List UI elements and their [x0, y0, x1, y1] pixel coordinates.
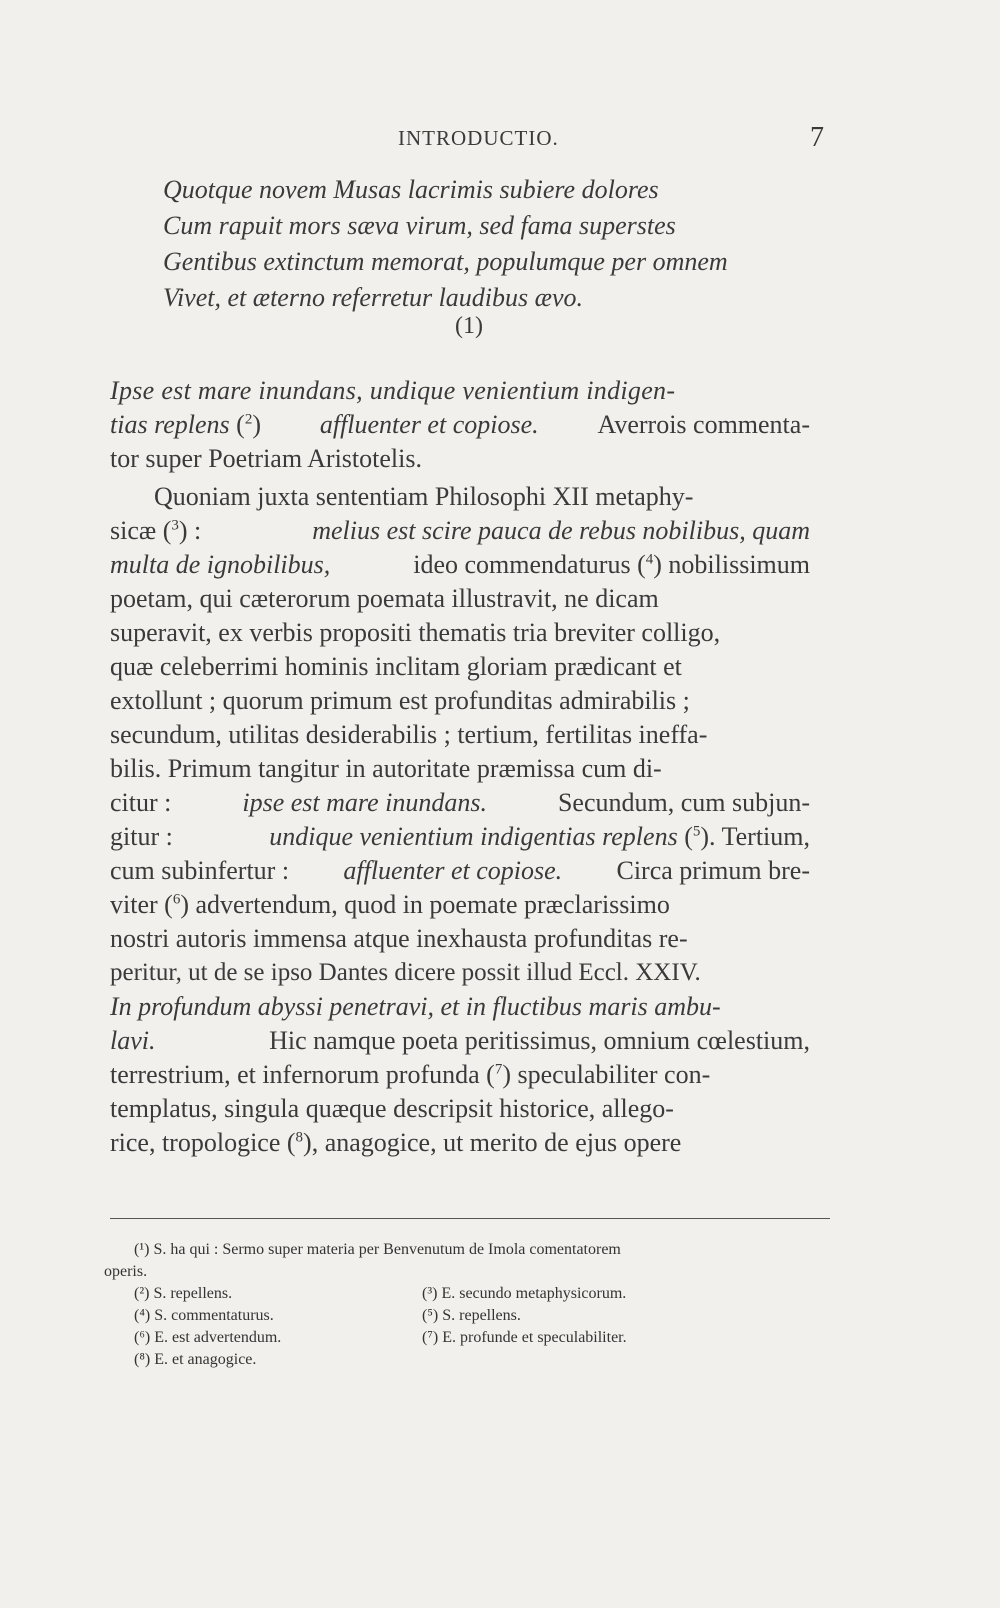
text-italic: tias replens [110, 410, 230, 439]
text-line [110, 1126, 810, 1160]
footnote-2: (²) S. repellens. [134, 1285, 233, 1302]
footnote-ref: 3 [171, 517, 179, 534]
text-line [110, 548, 810, 582]
verse-line: Quotque novem Musas lacrimis subiere dolores [163, 175, 659, 204]
text-line [110, 1058, 810, 1092]
paragraph-main [110, 480, 810, 1160]
text-line: nostri autoris immensa atque inexhausta profunditas re- [110, 924, 688, 953]
footnote-1-continued: operis. [104, 1263, 148, 1280]
text-line: Quoniam juxta sententiam Philosophi XII metaphy- [154, 482, 694, 511]
verse-footnote-ref: (1) [455, 313, 483, 339]
text-span: terrestrium, et infernorum profunda ( [110, 1060, 495, 1089]
page-header [0, 122, 1000, 162]
text-span: ) nobilissimum [653, 550, 810, 579]
text-span: viter ( [110, 890, 173, 919]
footnote-divider [110, 1218, 830, 1219]
text-italic: melius est scire pauca de rebus nobilibus, quam [312, 516, 810, 545]
verse-line: Gentibus extinctum memorat, populumque per omnem [163, 247, 728, 276]
text-line: bilis. Primum tangitur in autoritate præmissa cum di- [110, 754, 662, 783]
text-span: ) speculabiliter con- [502, 1060, 711, 1089]
footnote-5: (⁵) S. repellens. [422, 1307, 521, 1324]
text-span: Secundum, cum subjun- [557, 788, 810, 817]
running-title: INTRODUCTIO. [398, 126, 559, 150]
footnote-1: (¹) S. ha qui : Sermo super materia per Benvenutum de Imola comentatorem [134, 1241, 621, 1258]
footnote-row [104, 1283, 834, 1305]
text-italic: lavi. [110, 1026, 156, 1055]
text-line [110, 1024, 810, 1058]
text-span: gitur : [110, 822, 173, 851]
footnote-ref: 2 [244, 411, 253, 428]
text-span: ). Tertium, [700, 822, 810, 851]
text-italic: affluenter et copiose. [343, 856, 563, 885]
text-line: secundum, utilitas desiderabilis ; tertium, fertilitas ineffa- [110, 720, 708, 749]
text-italic: multa de ignobilibus, [110, 550, 331, 579]
text-span: sicæ ( [110, 516, 172, 545]
text-line [110, 854, 810, 888]
text-line [110, 820, 810, 854]
text-span: citur : [110, 788, 172, 817]
text-italic: ipse est mare inundans. [242, 788, 487, 817]
text-line: tias replens ($^2$) affluenter et copiose. Averrois commenta- [110, 408, 810, 442]
footnote-3: (³) E. secundo metaphysicorum. [422, 1285, 627, 1302]
footnote-ref: 5 [692, 823, 701, 840]
text-line [110, 888, 810, 922]
text-italic: undique venientium indigentias replens [269, 822, 678, 851]
verse-line: Vivet, et æterno referretur laudibus ævo. [163, 283, 584, 312]
footnote-8: (⁸) E. et anagogice. [134, 1351, 257, 1368]
text-span: Hic namque poeta peritissimus, omnium cœlestium, [269, 1026, 810, 1055]
text-line: extollunt ; quorum primum est profunditas admirabilis ; [110, 686, 690, 715]
verse-quotation [163, 172, 843, 316]
footnote-ref: 8 [295, 1129, 304, 1146]
text-line: peritur, ut de se ipso Dantes dicere possit illud Eccl. XXIV. [110, 959, 701, 986]
text-line: templatus, singula quæque descripsit historice, allego- [110, 1094, 674, 1123]
text-span: rice, tropologice ( [110, 1128, 296, 1157]
footnote-4: (⁴) S. commentaturus. [134, 1307, 274, 1324]
text-line: quæ celeberrimi hominis inclitam gloriam prædicant et [110, 652, 682, 681]
footnote-ref: 4 [645, 551, 654, 568]
footnote-row [104, 1305, 834, 1327]
footnote-ref: 6 [172, 891, 181, 908]
text-span: cum subinfertur : [110, 856, 290, 885]
footnote-7: (⁷) E. profunde et speculabiliter. [422, 1329, 627, 1346]
text-line: superavit, ex verbis propositi thematis tria breviter colligo, [110, 618, 721, 647]
text-span: ideo commendaturus ( [413, 550, 646, 579]
text-span: ) : [178, 516, 202, 545]
text-span: ), anagogice, ut merito de ejus opere [303, 1128, 682, 1157]
verse-line: Cum rapuit mors sæva virum, sed fama superstes [163, 211, 676, 240]
text-line: In profundum abyssi penetravi, et in fluctibus maris ambu- [110, 992, 721, 1021]
footnote-row [104, 1327, 834, 1349]
text-line: poetam, qui cæterorum poemata illustravit, ne dicam [110, 584, 659, 613]
paragraph-epigraph [110, 374, 810, 476]
text-line [110, 514, 810, 548]
footnote-6: (⁶) E. est advertendum. [134, 1329, 282, 1346]
text-italic: affluenter et copiose. [319, 410, 539, 439]
footnote-ref: 7 [494, 1061, 503, 1078]
text-span: Circa primum bre- [616, 856, 810, 885]
text-line: Ipse est mare inundans, undique venientium indigen- [110, 376, 676, 405]
text-span: ( [684, 822, 693, 851]
text-line [110, 786, 810, 820]
page-number: 7 [810, 122, 824, 153]
text-span: ) advertendum, quod in poemate præclarissimo [180, 890, 670, 919]
text-span: Averrois commenta- [597, 410, 810, 439]
footnotes [104, 1239, 834, 1371]
text-line: tor super Poetriam Aristotelis. [110, 444, 422, 473]
